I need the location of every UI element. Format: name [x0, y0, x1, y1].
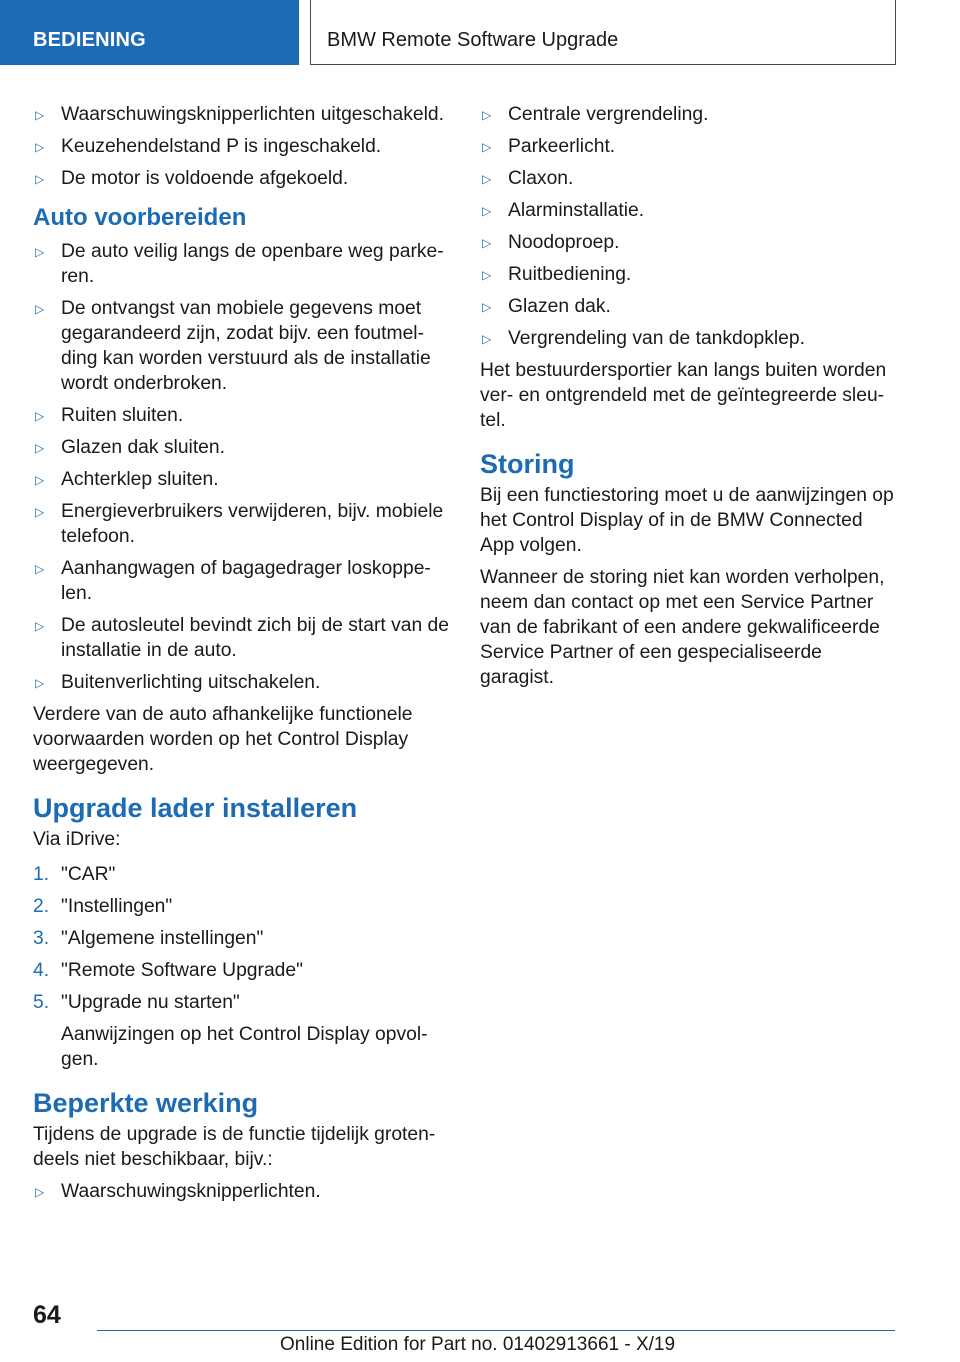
list-item: ▷ Achterklep sluiten. — [33, 467, 453, 492]
triangle-bullet-icon: ▷ — [35, 302, 45, 316]
list-item: ▷ Aanhangwagen of bagagedrager loskoppe-len. — [35, 558, 431, 604]
list-item: ▷ Ruitbediening. — [480, 262, 900, 287]
triangle-bullet-icon: ▷ — [35, 409, 45, 423]
triangle-bullet-icon: ▷ — [35, 1185, 45, 1199]
list-item: ▷ Waarschuwingsknipperlichten. — [33, 1179, 453, 1204]
header-chapter-title: BMW Remote Software Upgrade — [327, 29, 619, 51]
triangle-bullet-icon: ▷ — [35, 441, 45, 455]
footer-edition: Online Edition for Part no. 01402913661 - X/19 — [280, 1334, 676, 1355]
triangle-bullet-icon: ▷ — [482, 300, 492, 314]
triangle-bullet-icon: ▷ — [35, 108, 45, 122]
triangle-bullet-icon: ▷ — [35, 172, 45, 186]
list-item: ▷ Buitenverlichting uitschakelen. — [33, 670, 453, 695]
list-item: ▷ Claxon. — [480, 166, 900, 191]
right-column — [480, 102, 900, 697]
triangle-bullet-icon: ▷ — [482, 268, 492, 282]
header-chapter-box — [310, 0, 896, 65]
step-number: 2. — [33, 896, 50, 917]
list-item: ▷ Glazen dak sluiten. — [33, 435, 453, 460]
triangle-bullet-icon: ▷ — [35, 619, 45, 633]
intro-list — [33, 102, 453, 191]
list-item: ▷ Ruiten sluiten. — [33, 403, 453, 428]
step-item: 3. "Algemene instellingen" — [33, 928, 264, 949]
list-item: ▷ Noodoproep. — [480, 230, 900, 255]
triangle-bullet-icon: ▷ — [482, 172, 492, 186]
list-item: ▷ Keuzehendelstand P is ingeschakeld. — [33, 134, 453, 159]
list-item: ▷ Glazen dak. — [480, 294, 900, 319]
list-item: ▷ De ontvangst van mobiele gegevens moet gegarandeerd zijn, zodat bijv. een foutmel-ding kan worden verstuurd als de installatie wordt onderbroken. — [35, 298, 431, 394]
triangle-bullet-icon: ▷ — [35, 505, 45, 519]
step-number: 1. — [33, 864, 50, 885]
install-steps — [33, 862, 453, 1072]
triangle-bullet-icon: ▷ — [35, 140, 45, 154]
install-intro: Via iDrive: — [33, 829, 121, 850]
step-item: 5. "Upgrade nu starten" Aanwijzingen op het Control Display opvol-gen. — [33, 990, 453, 1072]
list-item: ▷ De auto veilig langs de openbare weg parke-ren. — [35, 241, 444, 287]
list-item: ▷ Centrale vergrendeling. — [480, 102, 900, 127]
prep-list — [33, 239, 453, 695]
limited-list-left — [33, 1179, 453, 1204]
prep-heading: Auto voorbereiden — [33, 204, 247, 231]
footer-divider — [97, 1330, 895, 1331]
triangle-bullet-icon: ▷ — [35, 562, 45, 576]
triangle-bullet-icon: ▷ — [482, 108, 492, 122]
install-heading: Upgrade lader installeren — [33, 793, 358, 823]
step-number: 4. — [33, 960, 50, 981]
list-item: ▷ Alarminstallatie. — [480, 198, 900, 223]
triangle-bullet-icon: ▷ — [482, 140, 492, 154]
limited-heading: Beperkte werking — [33, 1088, 259, 1118]
header-section-tab — [0, 0, 299, 65]
triangle-bullet-icon: ▷ — [35, 676, 45, 690]
list-item: ▷ Parkeerlicht. — [480, 134, 900, 159]
list-item: ▷ De autosleutel bevindt zich bij de start van de installatie in de auto. — [35, 615, 449, 661]
fault-heading: Storing — [480, 449, 575, 479]
step-item: 2. "Instellingen" — [33, 896, 173, 917]
limited-list-right — [480, 102, 900, 351]
triangle-bullet-icon: ▷ — [482, 204, 492, 218]
list-item: ▷ De motor is voldoende afgekoeld. — [33, 166, 453, 191]
triangle-bullet-icon: ▷ — [35, 473, 45, 487]
step-number: 3. — [33, 928, 50, 949]
step-number: 5. — [33, 992, 50, 1013]
list-item: ▷ Vergrendeling van de tankdopklep. — [480, 326, 900, 351]
fault-paragraph-1: Bij een functiestoring moet u de aanwijzingen op het Control Display of in de BMW Connected App volgen. — [480, 485, 894, 556]
triangle-bullet-icon: ▷ — [482, 236, 492, 250]
triangle-bullet-icon: ▷ — [482, 332, 492, 346]
list-item: ▷ Energieverbruikers verwijderen, bijv. mobiele telefoon. — [35, 501, 444, 547]
door-paragraph: Het bestuurdersportier kan langs buiten worden ver- en ontgrendeld met de geïntegreerde sleu-tel. — [480, 360, 887, 431]
page-number: 64 — [33, 1301, 61, 1329]
step-note: Aanwijzingen op het Control Display opvol-gen. — [61, 1024, 428, 1070]
left-column — [33, 102, 453, 1211]
list-item: ▷ Waarschuwingsknipperlichten uitgeschakeld. — [33, 102, 453, 127]
prep-paragraph: Verdere van de auto afhankelijke functionele voorwaarden worden op het Control Display weergegeven. — [33, 704, 413, 775]
fault-paragraph-2: Wanneer de storing niet kan worden verholpen, neem dan contact op met een Service Partner van de fabrikant of een andere gekwalificeerde Service Partner of een gespecialiseerde garagist. — [480, 567, 885, 688]
step-item: 4. "Remote Software Upgrade" — [33, 960, 303, 981]
limited-paragraph: Tijdens de upgrade is de functie tijdelijk groten-deels niet beschikbaar, bijv.: — [33, 1124, 436, 1170]
triangle-bullet-icon: ▷ — [35, 245, 45, 259]
step-item: 1. "CAR" — [33, 864, 116, 885]
header-section-label: BEDIENING — [33, 29, 146, 51]
